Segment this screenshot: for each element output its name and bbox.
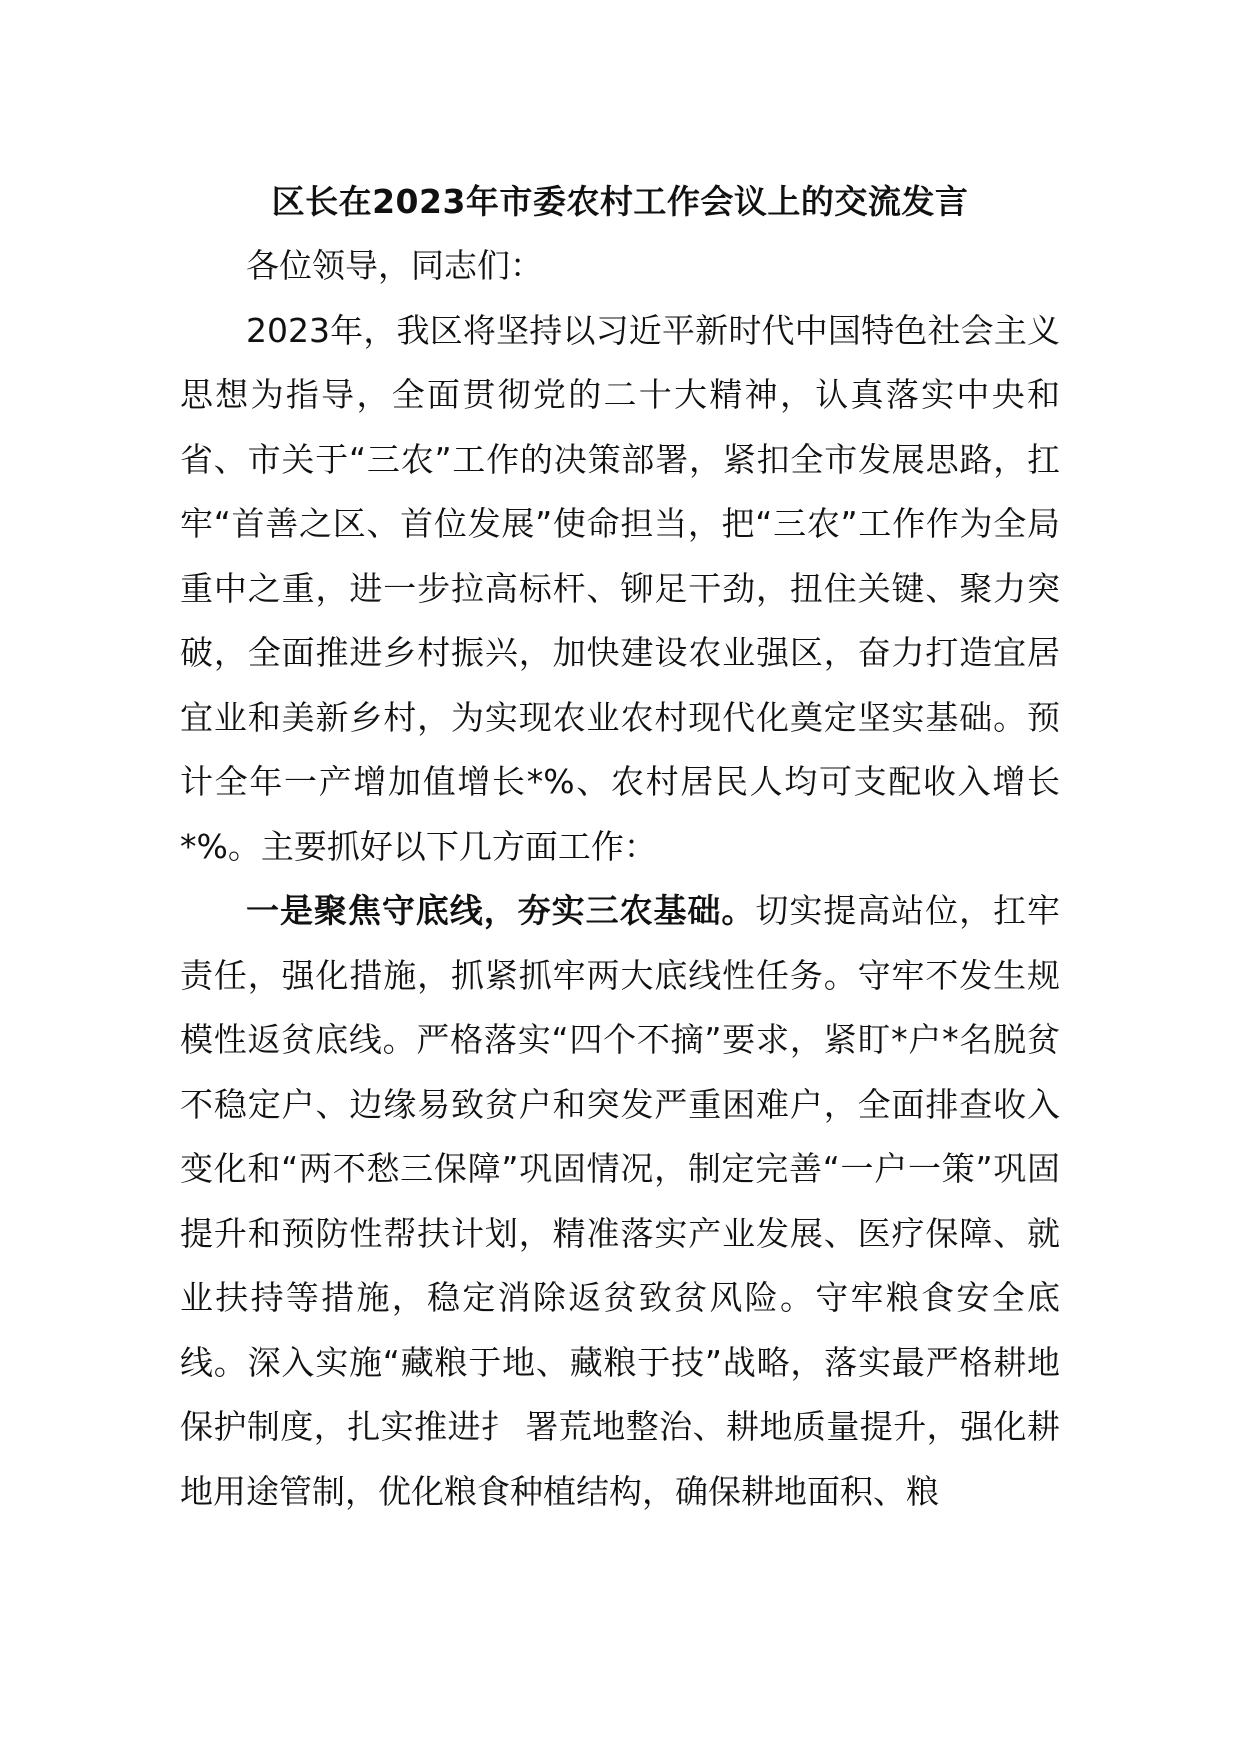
document-body xyxy=(180,234,1060,1524)
document-title: 区长在2023年市委农村工作会议上的交流发言 xyxy=(271,182,969,221)
paragraph-first-point xyxy=(180,879,1060,1524)
paragraph-body-text: 切实提高站位，扛牢责任，强化措施，抓紧抓牢两大底线性任务。守牢不发生规模性返贫底线。严格落实“四个不摘”要求，紧盯*户*名脱贫不稳定户、边缘易致贫户和突发严重困难户，全面排查收入变化和“两不愁三保障”巩固情况，制定完善“一户一策”巩固提升和预防性帮扶计划，精准落实产业发展、医疗保障、就业扶持等措施，稳定消除返贫致贫风险。守牢粮食安全底线。深入实施“藏粮于地、藏粮于技”战略，落实最严格耕地保护制度，扎实推进扌 署荒地整治、耕地质量提升，强化耕地用途管制，优化粮食种植结构，确保耕地面积、粮 xyxy=(180,891,1061,1511)
salutation: 各位领导，同志们： xyxy=(246,246,543,285)
paragraph-lead-heading: 一是聚焦守底线，夯实三农基础。 xyxy=(246,891,756,930)
paragraph-intro: 2023年，我区将坚持以习近平新时代中国特色社会主义思想为指导，全面贯彻党的二十大精神，认真落实中央和省、市关于“三农”工作的决策部署，紧扣全市发展思路，扛牢“首善之区、首位发展”使命担当，把“三农”工作作为全局重中之重，进一步拉高标杆、铆足干劲，扭住关键、聚力突破，全面推进乡村振兴，加快建设农业强区，奋力打造宜居宜业和美新乡村，为实现农业农村现代化奠定坚实基础。预计全年一产增加值增长*%、农村居民人均可支配收入增长*%。主要抓好以下几方面工作： xyxy=(180,310,1060,866)
